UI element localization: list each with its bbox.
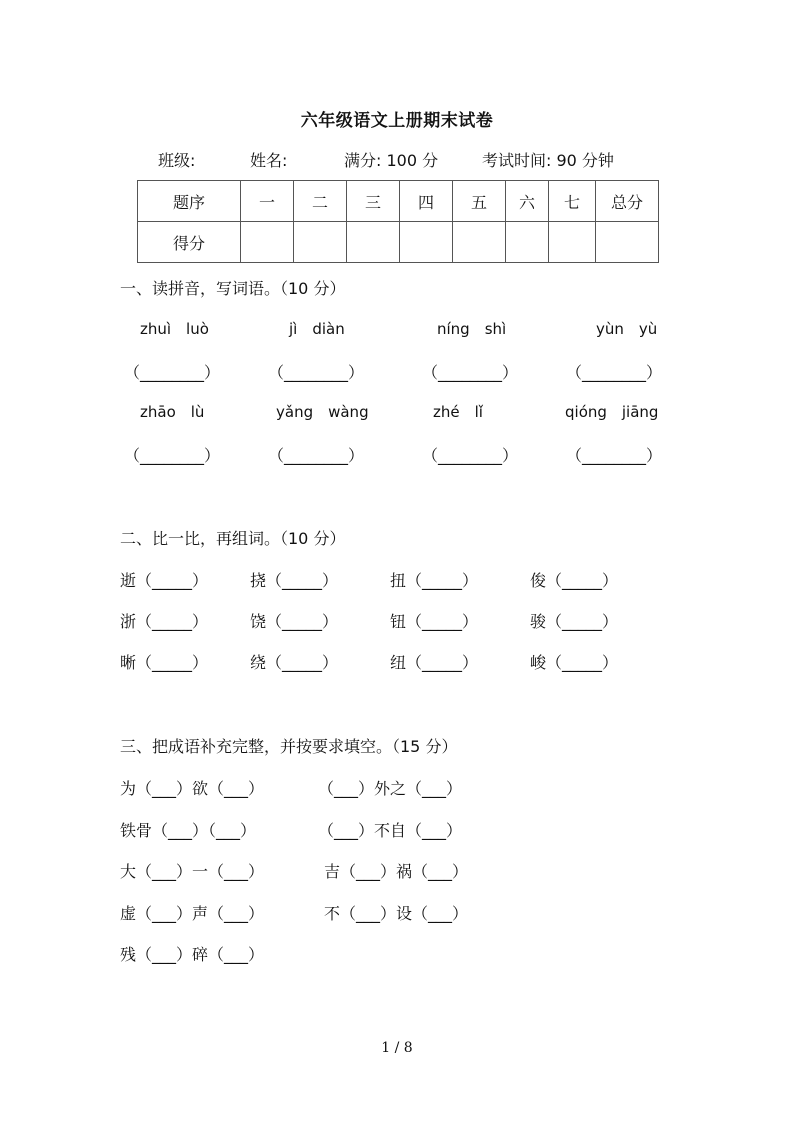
- header-cell-4: 四: [400, 181, 453, 222]
- idiom-item[interactable]: 吉（___）祸（___）: [324, 862, 469, 881]
- answer-blank[interactable]: （________）: [566, 446, 663, 465]
- score-table-header-row: [138, 181, 659, 222]
- class-label: 班级:: [158, 151, 196, 170]
- pinyin-item: jì diàn: [289, 320, 345, 338]
- name-label: 姓名:: [250, 151, 288, 170]
- compare-item[interactable]: 挠（_____）: [250, 571, 339, 590]
- score-table-score-row: [138, 222, 659, 263]
- score-cell: [549, 222, 596, 263]
- page-number: 1 / 8: [381, 1040, 413, 1056]
- header-cell-total: 总分: [596, 181, 659, 222]
- answer-blank[interactable]: （________）: [422, 363, 519, 382]
- full-score-label: 满分: 100 分: [344, 151, 439, 170]
- compare-item[interactable]: 扭（_____）: [390, 571, 479, 590]
- idiom-item[interactable]: 不（___）设（___）: [324, 904, 469, 923]
- compare-item[interactable]: 峻（_____）: [530, 653, 619, 672]
- answer-blank[interactable]: （________）: [124, 363, 221, 382]
- idiom-item[interactable]: 虚（___）声（___）: [120, 904, 265, 923]
- pinyin-item: yùn yù: [596, 320, 658, 338]
- section3-heading: 三、把成语补充完整，并按要求填空。（15 分）: [120, 737, 458, 756]
- pinyin-item: qióng jiāng: [565, 403, 659, 421]
- answer-blank[interactable]: （________）: [566, 363, 663, 382]
- score-cell: [453, 222, 506, 263]
- header-cell-5: 五: [453, 181, 506, 222]
- header-cell-order: 题序: [138, 181, 241, 222]
- exam-time-label: 考试时间: 90 分钟: [482, 151, 614, 170]
- idiom-item[interactable]: 为（___）欲（___）: [120, 779, 265, 798]
- header-cell-7: 七: [549, 181, 596, 222]
- pinyin-item: zhuì luò: [140, 320, 209, 338]
- idiom-item[interactable]: 大（___）一（___）: [120, 862, 265, 881]
- header-cell-6: 六: [506, 181, 549, 222]
- score-cell: [506, 222, 549, 263]
- compare-item[interactable]: 骏（_____）: [530, 612, 619, 631]
- score-cell: [596, 222, 659, 263]
- score-cell: [294, 222, 347, 263]
- compare-item[interactable]: 浙（_____）: [120, 612, 209, 631]
- idiom-item[interactable]: 残（___）碎（___）: [120, 945, 265, 964]
- score-cell: [241, 222, 294, 263]
- compare-item[interactable]: 饶（_____）: [250, 612, 339, 631]
- score-table: [137, 180, 659, 263]
- compare-item[interactable]: 绕（_____）: [250, 653, 339, 672]
- header-cell-3: 三: [347, 181, 400, 222]
- pinyin-item: níng shì: [437, 320, 507, 338]
- score-cell: [347, 222, 400, 263]
- header-cell-2: 二: [294, 181, 347, 222]
- pinyin-item: zhāo lù: [140, 403, 205, 421]
- score-row-label: 得分: [138, 222, 241, 263]
- answer-blank[interactable]: （________）: [268, 363, 365, 382]
- idiom-item[interactable]: 铁骨（___）（___）: [120, 821, 257, 840]
- idiom-item[interactable]: （___）外之（___）: [318, 779, 463, 798]
- pinyin-item: yǎng wàng: [276, 403, 369, 421]
- answer-blank[interactable]: （________）: [124, 446, 221, 465]
- section2-heading: 二、比一比，再组词。（10 分）: [120, 529, 346, 548]
- score-cell: [400, 222, 453, 263]
- answer-blank[interactable]: （________）: [422, 446, 519, 465]
- pinyin-item: zhé lǐ: [433, 403, 483, 421]
- compare-item[interactable]: 钮（_____）: [390, 612, 479, 631]
- header-cell-1: 一: [241, 181, 294, 222]
- answer-blank[interactable]: （________）: [268, 446, 365, 465]
- idiom-item[interactable]: （___）不自（___）: [318, 821, 463, 840]
- page-title: 六年级语文上册期末试卷: [300, 111, 494, 131]
- compare-item[interactable]: 晰（_____）: [120, 653, 209, 672]
- compare-item[interactable]: 纽（_____）: [390, 653, 479, 672]
- compare-item[interactable]: 逝（_____）: [120, 571, 209, 590]
- compare-item[interactable]: 俊（_____）: [530, 571, 619, 590]
- section1-heading: 一、读拼音，写词语。（10 分）: [120, 279, 346, 298]
